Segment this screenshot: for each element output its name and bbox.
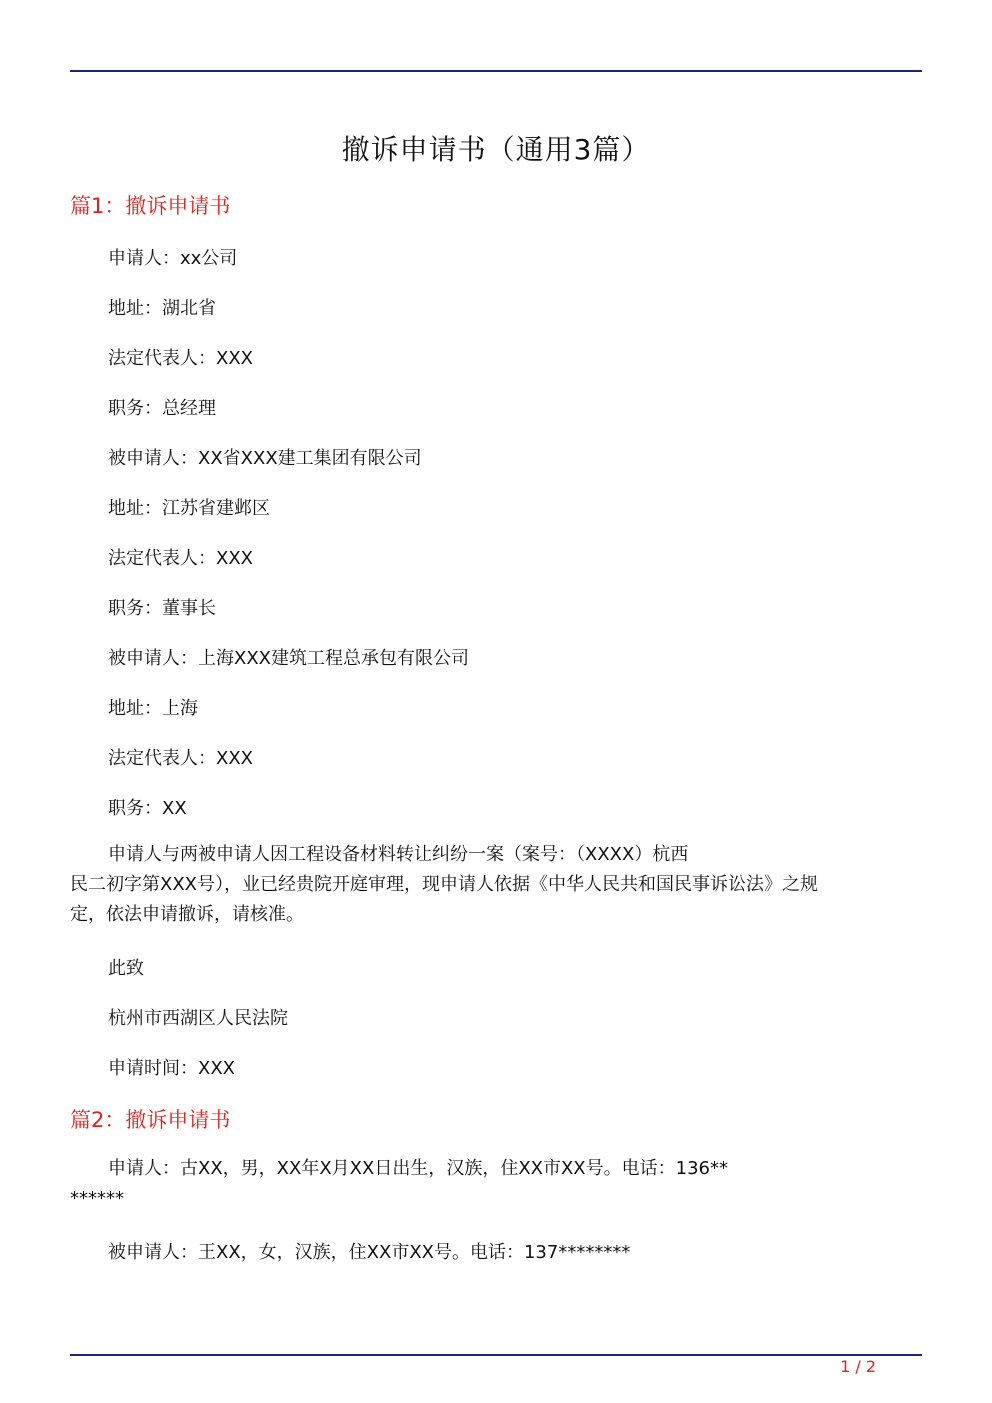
body-line: 申请人与两被申请人因工程设备材料转让纠纷一案（案号：（XXXX）杭西 <box>108 844 689 865</box>
respondent-line: 被申请人：XX省XXX建工集团有限公司 <box>108 448 422 469</box>
legal-rep-line: 法定代表人：XXX <box>108 348 253 369</box>
salutation: 此致 <box>108 958 144 979</box>
page-number: 1 / 2 <box>840 1357 876 1376</box>
applicant-line: 申请人：古XX，男，XX年X月XX日出生，汉族，住XX市XX号。电话：136** <box>108 1158 728 1179</box>
respondent-line: 被申请人：上海XXX建筑工程总承包有限公司 <box>108 648 469 669</box>
address-line: 地址：江苏省建邺区 <box>108 498 270 519</box>
header-rule <box>70 70 922 72</box>
section-2-heading: 篇2：撤诉申请书 <box>70 1108 231 1132</box>
applicant-line-continued: ****** <box>70 1188 124 1209</box>
body-paragraph <box>70 840 922 930</box>
position-line: 职务：XX <box>108 798 187 819</box>
respondent-line: 被申请人：王XX，女，汉族，住XX市XX号。电话：137******** <box>108 1242 631 1263</box>
application-date: 申请时间：XXX <box>108 1058 235 1079</box>
body-line: 民二初字第XXX号），业已经贵院开庭审理，现申请人依据《中华人民共和国民事诉讼法》之规 <box>70 874 818 895</box>
court-name: 杭州市西湖区人民法院 <box>108 1008 288 1029</box>
legal-rep-line: 法定代表人：XXX <box>108 748 253 769</box>
document-title: 撤诉申请书（通用3篇） <box>341 133 651 166</box>
section-1-heading: 篇1：撤诉申请书 <box>70 194 231 218</box>
applicant-line: 申请人：xx公司 <box>108 248 238 269</box>
address-line: 地址：湖北省 <box>108 298 216 319</box>
body-line: 定，依法申请撤诉，请核准。 <box>70 904 304 925</box>
legal-rep-line: 法定代表人：XXX <box>108 548 253 569</box>
position-line: 职务：董事长 <box>108 598 216 619</box>
applicant-paragraph <box>70 1154 922 1214</box>
position-line: 职务：总经理 <box>108 398 216 419</box>
address-line: 地址：上海 <box>108 698 198 719</box>
footer-rule <box>70 1354 922 1356</box>
